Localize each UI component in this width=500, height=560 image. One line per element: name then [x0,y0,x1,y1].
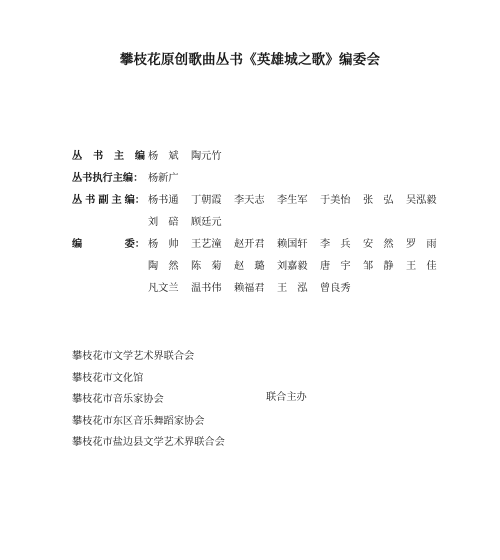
role-label-char: 委： [124,239,145,250]
role-series-executive-editor [72,172,472,185]
member-name: 杨 帅 [148,239,179,250]
member-name: 安 然 [363,239,394,250]
editorial-roles [72,150,472,304]
member-name: 杨 斌 [148,151,179,162]
member-name: 罗 雨 [406,239,437,250]
organizer-item: 攀枝花市音乐家协会 [72,394,164,406]
member-name: 陶元竹 [191,151,222,162]
role-label-char: 编 [134,151,145,162]
organizer-item: 攀枝花市文化馆 [72,372,144,384]
role-label [72,194,145,207]
role-editorial-board [72,238,472,295]
role-label-char: 书 [92,151,104,162]
role-names [148,194,472,229]
role-label-char: 编： [124,195,145,206]
member-name: 陶 然 [148,261,179,272]
role-label-char: 编 [72,239,83,250]
member-name: 李天志 [234,195,265,206]
member-name: 唐 宇 [320,261,351,272]
role-label-char: 主 [111,195,122,206]
member-name: 杨新广 [148,173,179,184]
member-name: 顾廷元 [191,217,222,228]
member-name: 王 佳 [406,261,437,272]
role-names [148,150,472,163]
member-name: 吴泓毅 [406,195,437,206]
role-label-char: 丛 [72,151,83,162]
co-host-label: 联合主办 [266,392,307,403]
role-series-deputy-editor [72,194,472,229]
member-name: 凡文兰 [148,283,179,294]
member-name: 王艺潼 [191,239,222,250]
member-name: 赖福君 [234,283,265,294]
member-name: 邹 静 [363,261,394,272]
role-label [72,238,145,251]
member-name: 赖国轩 [277,239,308,250]
organizer-item: 攀枝花市文学艺术界联合会 [72,351,195,362]
organizer-list [72,350,452,458]
member-name: 温书伟 [191,283,222,294]
member-name: 刘 碚 [148,217,179,228]
member-name: 张 弘 [363,195,394,206]
member-name: 陈 菊 [191,261,222,272]
member-name: 杨书通 [148,195,179,206]
role-series-chief-editor [72,150,472,163]
role-label-text: 丛书执行主编： [72,173,144,184]
role-label-char: 书 [85,195,96,206]
member-name: 丁朝霞 [191,195,222,206]
role-label [72,150,145,163]
role-label-char: 副 [98,195,109,206]
member-name: 于美怡 [320,195,351,206]
role-label-char: 主 [113,151,125,162]
member-name: 李生军 [277,195,308,206]
organizer-item: 攀枝花市盐边县文学艺术界联合会 [72,437,225,449]
organizer-item: 攀枝花市东区音乐舞蹈家协会 [72,415,205,427]
role-label [72,172,145,185]
member-name: 李 兵 [320,239,351,250]
member-name: 王 泓 [277,283,308,294]
role-names [148,238,472,295]
member-name: 赵 璐 [234,261,265,272]
page-title: 攀枝花原创歌曲丛书《英雄城之歌》编委会 [119,52,381,68]
member-name: 刘嘉毅 [277,261,308,272]
member-name: 赵开君 [234,239,265,250]
role-names [148,172,472,185]
role-label-char: 丛 [72,195,83,206]
member-name: 曾良秀 [320,283,351,294]
